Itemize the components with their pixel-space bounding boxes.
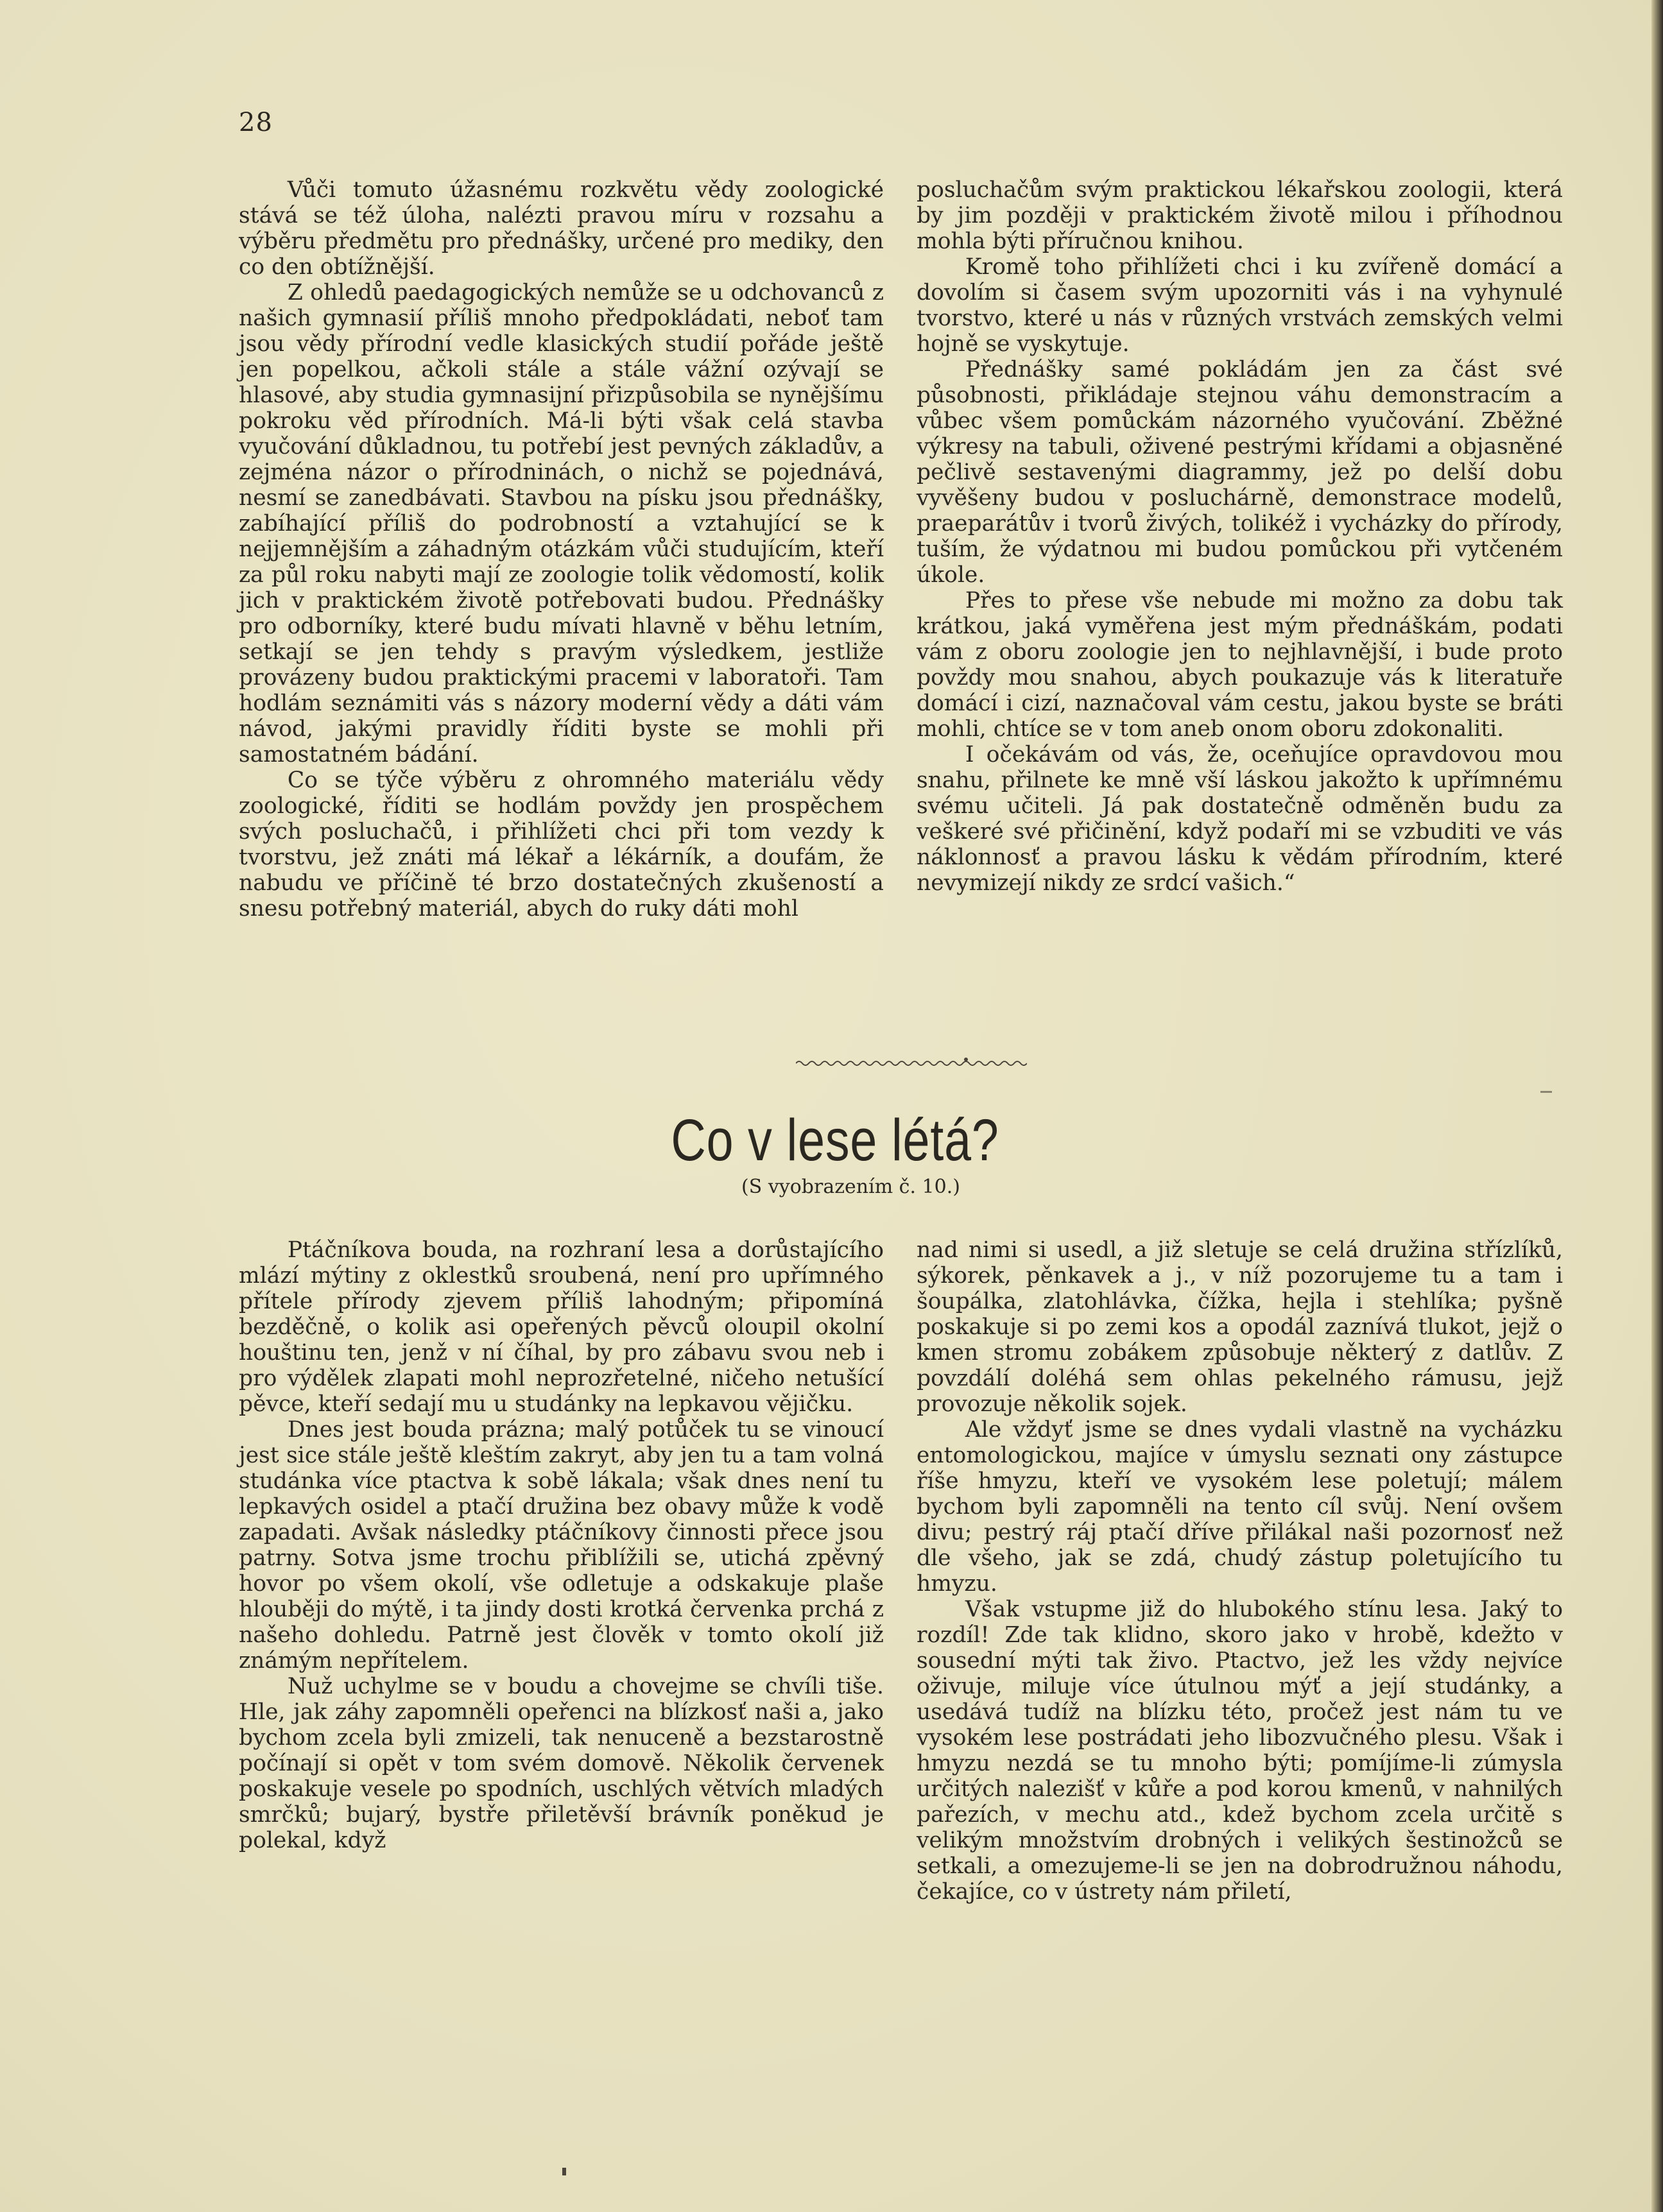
paragraph: Co se týče výběru z ohromného materiálu vědy zoologické, říditi se hodlám povždy jen prospěchem svých posluchačů, i přihlížeti chci při tom vezdy k tvorstvu, jež znáti má lékař a lékárník, a doufám, že nabudu ve příčině té brzo dostatečných zkušeností a snesu potřebný materiál, abych do ruky dáti mohl — [239, 767, 884, 922]
paragraph: Ptáčníkova bouda, na rozhraní lesa a dorůstajícího mlází mýtiny z oklestků sroubená, není pro upřímného přítele přírody zjevem příliš lahodným; připomíná bezděčně, o kolik asi opeřených pěvců oloupil okolní houštinu ten, jenž v ní číhal, by pro zábavu svou neb i pro výdělek zlapati mohl neprozřetelné, ničeho netušící pěvce, kteří sedají mu u studánky na lepkavou vějičku. — [239, 1237, 884, 1417]
page-number: 28 — [239, 108, 273, 137]
book-spine-edge — [1651, 0, 1663, 2212]
paragraph: Přes to přese vše nebude mi možno za dobu tak krátkou, jaká vyměřena jest mým přednáškám, podati vám z oboru zoologie jen to nejhlavnější, i bude proto povždy mou snahou, abych poukazuje vás k literatuře domácí i cizí, naznačoval vám cestu, jakou byste se bráti mohli, chtíce se v tom aneb onom oboru zdokonaliti. — [917, 588, 1563, 742]
article-left-column — [239, 1237, 884, 1853]
paragraph: Nuž uchylme se v boudu a chovejme se chvíli tiše. Hle, jak záhy zapomněli opeřenci na blízkosť naši a, jako bychom zcela byli zmizeli, tak nenuceně a bezstarostně počínají si opět v tom svém domově. Několik červenek poskakuje vesele po spodních, uschlých větvích mladých smrčků; bujarý, bystře přiletěvší brávník poněkud je polekal, když — [239, 1674, 884, 1853]
top-left-column — [239, 177, 884, 922]
paragraph: nad nimi si usedl, a již sletuje se celá družina střízlíků, sýkorek, pěnkavek a j., v níž pozorujeme tu a tam i šoupálka, zlatohlávka, čížka, hejla i stehlíka; pyšně poskakuje si po zemi kos a opodál zaznívá tlukot, jejž o kmen stromu zobákem způsobuje některý z datlův. Z povzdálí doléhá sem ohlas pekelného rámusu, jejž provozuje několik sojek. — [917, 1237, 1563, 1417]
print-mark — [562, 2168, 566, 2175]
top-right-column — [917, 177, 1563, 896]
paragraph: I očekávám od vás, že, oceňujíce opravdovou mou snahu, přilnete ke mně vší láskou jakožto k upřímnému svému učiteli. Já pak dostatečně odměněn budu za veškeré své přičinění, když podaří mi se vzbuditi ve vás náklonnosť a pravou lásku k vědám přírodním, které nevymizejí nikdy ze srdcí vašich.“ — [917, 742, 1563, 896]
paragraph: posluchačům svým praktickou lékařskou zoologii, která by jim později v praktickém životě milou i příhodnou mohla býti příručnou knihou. — [917, 177, 1563, 254]
paragraph: Přednášky samé pokládám jen za část své působnosti, přikládaje stejnou váhu demonstracím a vůbec všem pomůckám názorného vyučování. Zběžné výkresy na tabuli, oživené pestrými křídami a objasněné pečlivě sestavenými diagrammy, jež po delší dobu vyvěšeny budou v posluchárně, demonstrace modelů, praeparátův i tvorů živých, tolikéž i vycházky do přírody, tuším, že výdatnou mi budou pomůckou při vytčeném úkole. — [917, 357, 1563, 588]
section-divider-ornament — [796, 1056, 1027, 1071]
paragraph: Kromě toho přihlížeti chci i ku zvířeně domácí a dovolím si časem svým upozorniti vás i na vyhynulé tvorstvo, které u nás v různých vrstvách zemských velmi hojně se vyskytuje. — [917, 254, 1563, 357]
paragraph: Z ohledů paedagogických nemůže se u odchovanců z našich gymnasií příliš mnoho předpokládati, neboť tam jsou vědy přírodní vedle klasických studií pořáde ještě jen popelkou, ačkoli stále a stále vážní ozývají se hlasové, aby studia gymnasijní přizpůsobila se nynějšímu pokroku věd přírodních. Má-li býti však celá stavba vyučování důkladnou, tu potřebí jest pevných základův, a zejména názor o přírodninách, o nichž se pojednává, nesmí se zanedbávati. Stavbou na písku jsou přednášky, zabíhající příliš do podrobností a vztahující se k nejjemnějším a záhadným otázkám vůči studujícím, kteří za půl roku nabyti mají ze zoologie tolik vědomostí, kolik jich v praktickém životě potřebovati budou. Přednášky pro odborníky, které budu mívati hlavně v běhu letním, setkají se jen tehdy s pravým výsledkem, jestliže provázeny budou praktickými pracemi v laboratoři. Tam hodlám seznámiti vás s názory moderní vědy a dáti vám návod, jakými pravidly říditi byste se mohli při samostatném bádání. — [239, 280, 884, 767]
stray-mark — [1540, 1091, 1552, 1093]
article-right-column — [917, 1237, 1563, 1905]
article-title: Co v lese létá? — [671, 1108, 999, 1173]
paragraph: Ale vždyť jsme se dnes vydali vlastně na vycházku entomologickou, majíce v úmyslu seznati ony zástupce říše hmyzu, kteří ve vysokém lese poletují; málem bychom byli zapomněli na tento cíl svůj. Není ovšem divu; pestrý ráj ptačí dříve přilákal naši pozornosť než dle všeho, jak se zdá, chudý zástup poletujícího tu hmyzu. — [917, 1417, 1563, 1597]
paragraph: Dnes jest bouda prázna; malý potůček tu se vinoucí jest sice stále ještě kleštím zakryt, aby jen tu a tam volná studánka více ptactva k sobě lákala; však dnes není tu lepkavých osidel a ptačí družina bez obavy může k vodě zapadati. Avšak následky ptáčníkovy činnosti přece jsou patrny. Sotva jsme trochu přiblížili se, utichá zpěvný hovor po všem okolí, vše odletuje a odskakuje plaše hlouběji do mýtě, i ta jindy dosti krotká červenka prchá z našeho dohledu. Patrně jest člověk v tomto okolí již známým nepřítelem. — [239, 1417, 884, 1674]
article-subtitle: (S vyobrazením č. 10.) — [741, 1176, 960, 1198]
paragraph: Vůči tomuto úžasnému rozkvětu vědy zoologické stává se též úloha, nalézti pravou míru v rozsahu a výběru předmětu pro přednášky, určené pro mediky, den co den obtížnější. — [239, 177, 884, 280]
paragraph: Však vstupme již do hlubokého stínu lesa. Jaký to rozdíl! Zde tak klidno, skoro jako v hrobě, kdežto v sousední mýti tak živo. Ptactvo, jež les vždy nejvíce oživuje, miluje více útulnou mýť a její studánky, a usedává tudíž na blízku této, pročež jest nám tu ve vysokém lese postrádati jeho libozvučného plesu. Však i hmyzu nezdá se tu mnoho býti; pomíjíme-li zúmysla určitých nalezišť v kůře a pod korou kmenů, v nahnilých pařezích, v mechu atd., kdež bychom zcela určitě s velikým množstvím drobných i velikých šestinožců se setkali, a omezujeme-li se jen na dobrodružnou náhodu, čekajíce, co v ústrety nám přiletí, — [917, 1597, 1563, 1905]
